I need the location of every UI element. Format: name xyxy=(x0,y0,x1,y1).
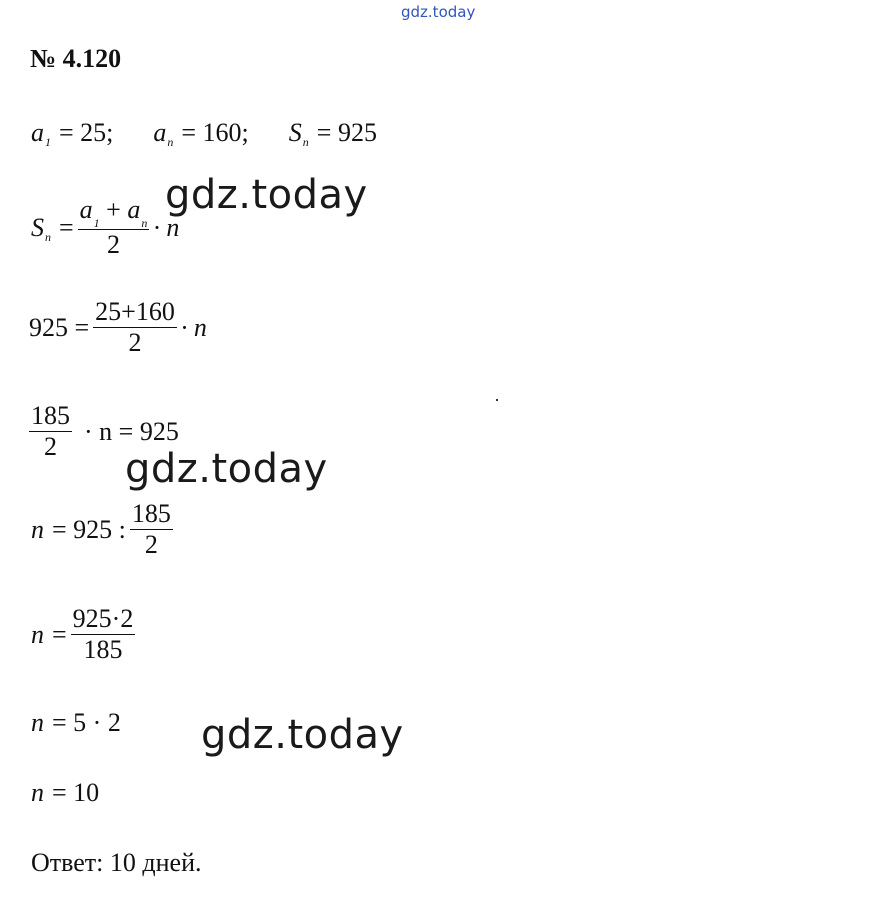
stray-dot xyxy=(496,399,498,401)
a1-symbol: a xyxy=(31,118,44,147)
step3-eq: = 925 : xyxy=(52,515,126,544)
step6-lhs: n xyxy=(31,778,44,807)
step-4 xyxy=(31,605,139,665)
a1-value: = 25; xyxy=(59,118,114,147)
numerator-a-subscript: 1 xyxy=(93,216,100,230)
step3-numerator: 185 xyxy=(131,499,171,528)
an-subscript: n xyxy=(167,135,174,149)
sn-subscript: n xyxy=(302,135,309,149)
watermark-2: gdz.today xyxy=(125,446,328,492)
step2-fraction xyxy=(29,402,72,462)
step4-numerator: 925·2 xyxy=(72,604,134,633)
an-value: = 160; xyxy=(181,118,249,147)
watermark-1: gdz.today xyxy=(165,172,368,218)
step-1 xyxy=(29,298,207,358)
formula-equals: = xyxy=(59,213,74,242)
step3-fraction xyxy=(130,500,173,560)
numerator-b: a xyxy=(127,195,141,224)
problem-number: № 4.120 xyxy=(30,44,122,73)
step1-tail: · n xyxy=(180,313,207,342)
numerator-plus: + xyxy=(106,195,121,224)
sum-formula xyxy=(31,196,179,260)
step5-rhs: = 5 · 2 xyxy=(52,708,121,737)
step2-numerator: 185 xyxy=(31,401,70,430)
step-6 xyxy=(31,778,99,808)
answer: Ответ: 10 дней. xyxy=(31,848,202,877)
formula-denominator: 2 xyxy=(107,230,120,259)
an-symbol: a xyxy=(153,118,167,147)
formula-numerator xyxy=(78,196,150,230)
step1-denominator: 2 xyxy=(128,328,142,357)
formula-lhs-subscript: n xyxy=(45,230,51,244)
watermark-3: gdz.today xyxy=(201,712,404,758)
given-values xyxy=(31,118,377,148)
step-3 xyxy=(31,500,177,560)
numerator-b-subscript: n xyxy=(141,216,148,230)
step6-rhs: = 10 xyxy=(52,778,100,807)
step5-lhs: n xyxy=(31,708,44,737)
step3-lhs: n xyxy=(31,515,44,544)
watermark-top: gdz.today xyxy=(401,3,476,21)
step4-fraction xyxy=(71,605,136,665)
step4-lhs: n xyxy=(31,620,44,649)
step4-eq: = xyxy=(52,620,67,649)
step1-numerator: 25+160 xyxy=(95,297,175,326)
step2-tail: · n = 925 xyxy=(84,417,179,446)
numerator-a: a xyxy=(79,195,93,224)
step1-fraction xyxy=(93,298,177,358)
step2-denominator: 2 xyxy=(44,432,57,461)
formula-lhs-symbol: S xyxy=(31,213,44,242)
step-5 xyxy=(31,708,121,738)
sn-symbol: S xyxy=(288,118,302,147)
step4-denominator: 185 xyxy=(83,635,123,664)
sn-value: = 925 xyxy=(316,118,377,147)
formula-tail: · n xyxy=(153,213,180,242)
formula-fraction xyxy=(78,196,150,260)
step3-denominator: 2 xyxy=(144,530,158,559)
step1-lhs: 925 = xyxy=(29,313,90,342)
a1-subscript: 1 xyxy=(45,135,51,149)
